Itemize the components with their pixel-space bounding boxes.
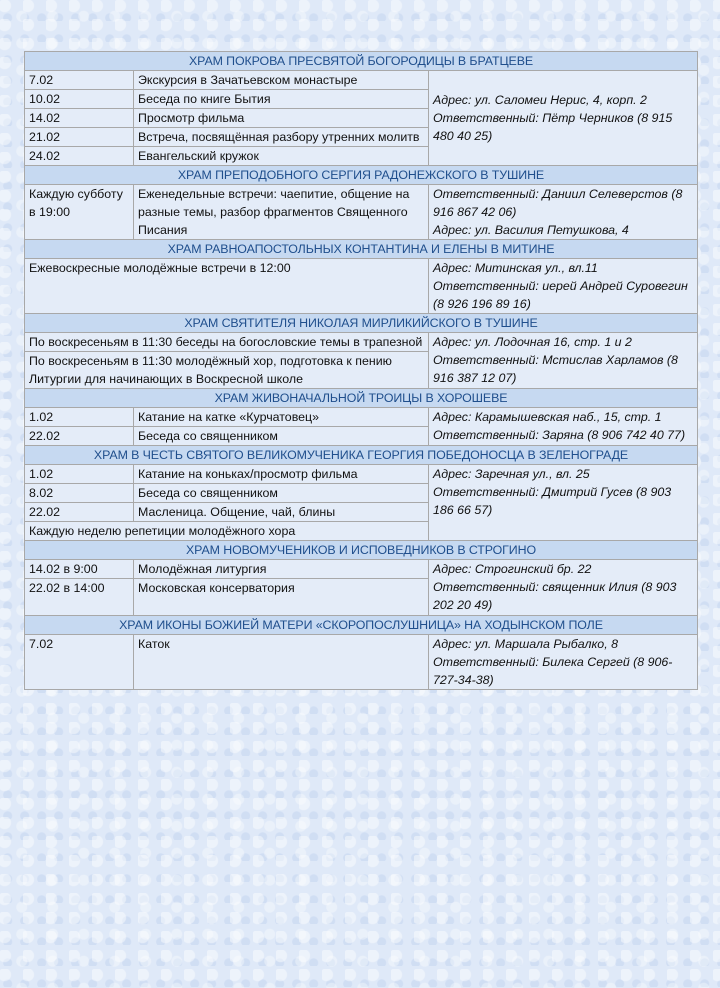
event-date: 10.02 — [25, 90, 134, 109]
section-title: ХРАМ ПОКРОВА ПРЕСВЯТОЙ БОГОРОДИЦЫ В БРАТЦЕВЕ — [25, 52, 698, 71]
section-title: ХРАМ НОВОМУЧЕНИКОВ И ИСПОВЕДНИКОВ В СТРОГИНО — [25, 541, 698, 560]
schedule-table — [24, 51, 698, 690]
contact-info — [429, 560, 698, 616]
section-header-row — [25, 314, 698, 333]
responsible-text: Ответственный: Пётр Черников (8 915 480 40 25) — [433, 111, 673, 143]
event-description: Катание на катке «Курчатовец» — [134, 408, 429, 427]
contact-info — [429, 71, 698, 166]
section-title: ХРАМ СВЯТИТЕЛЯ НИКОЛАЯ МИРЛИКИЙСКОГО В ТУШИНЕ — [25, 314, 698, 333]
event-description: Беседа со священником — [134, 427, 429, 446]
event-date: 7.02 — [25, 71, 134, 90]
table-row — [25, 259, 698, 314]
section-title: ХРАМ ПРЕПОДОБНОГО СЕРГИЯ РАДОНЕЖСКОГО В ТУШИНЕ — [25, 166, 698, 185]
event-description: По воскресеньям в 11:30 молодёжный хор, подготовка к пению Литургии для начинающих в Воскресной школе — [25, 352, 429, 389]
event-date: 7.02 — [25, 635, 134, 690]
event-date: 14.02 — [25, 109, 134, 128]
contact-info — [429, 333, 698, 389]
address-text: Адрес: ул. Василия Петушкова, 4 — [433, 223, 629, 237]
event-date: 24.02 — [25, 147, 134, 166]
event-description: Катание на коньках/просмотр фильма — [134, 465, 429, 484]
event-date: 1.02 — [25, 465, 134, 484]
responsible-text: Ответственный: Билека Сергей (8 906-727-34-38) — [433, 655, 673, 687]
responsible-text: Ответственный: священник Илия (8 903 202 20 49) — [433, 580, 677, 612]
table-row — [25, 185, 698, 240]
event-date: 22.02 — [25, 503, 134, 522]
schedule-document — [24, 51, 697, 690]
event-description: Беседа со священником — [134, 484, 429, 503]
responsible-text: Ответственный: Даниил Селеверстов (8 916 867 42 06) — [433, 187, 683, 219]
event-description: Беседа по книге Бытия — [134, 90, 429, 109]
event-date: 14.02 в 9:00 — [25, 560, 134, 579]
responsible-text: Ответственный: иерей Андрей Суровегин (8 926 196 89 16) — [433, 279, 688, 311]
event-description: Евангельский кружок — [134, 147, 429, 166]
responsible-text: Ответственный: Заряна (8 906 742 40 77) — [433, 428, 686, 442]
event-date: Каждую субботу в 19:00 — [25, 185, 134, 240]
event-description: Еженедельные встречи: чаепитие, общение на разные темы, разбор фрагментов Священного Писания — [134, 185, 429, 240]
address-text: Адрес: Заречная ул., вл. 25 — [433, 467, 590, 481]
section-title: ХРАМ ИКОНЫ БОЖИЕЙ МАТЕРИ «СКОРОПОСЛУШНИЦА» НА ХОДЫНСКОМ ПОЛЕ — [25, 616, 698, 635]
event-date: 22.02 в 14:00 — [25, 579, 134, 616]
event-date: 8.02 — [25, 484, 134, 503]
address-text: Адрес: Митинская ул., вл.11 — [433, 261, 598, 275]
table-row — [25, 465, 698, 484]
address-text: Адрес: ул. Маршала Рыбалко, 8 — [433, 637, 618, 651]
contact-info — [429, 635, 698, 690]
section-title: ХРАМ ЖИВОНАЧАЛЬНОЙ ТРОИЦЫ В ХОРОШЕВЕ — [25, 389, 698, 408]
event-date: 1.02 — [25, 408, 134, 427]
contact-info — [429, 185, 698, 240]
event-description: Масленица. Общение, чай, блины — [134, 503, 429, 522]
event-date: 22.02 — [25, 427, 134, 446]
event-description: Молодёжная литургия — [134, 560, 429, 579]
address-text: Адрес: ул. Саломеи Нерис, 4, корп. 2 — [433, 93, 647, 107]
section-header-row — [25, 616, 698, 635]
event-description: Просмотр фильма — [134, 109, 429, 128]
table-row — [25, 560, 698, 579]
section-header-row — [25, 541, 698, 560]
contact-info — [429, 259, 698, 314]
event-description: По воскресеньям в 11:30 беседы на богословские темы в трапезной — [25, 333, 429, 352]
section-header-row — [25, 446, 698, 465]
section-title: ХРАМ В ЧЕСТЬ СВЯТОГО ВЕЛИКОМУЧЕНИКА ГЕОРГИЯ ПОБЕДОНОСЦА В ЗЕЛЕНОГРАДЕ — [25, 446, 698, 465]
responsible-text: Ответственный: Дмитрий Гусев (8 903 186 66 57) — [433, 485, 672, 517]
section-header-row — [25, 52, 698, 71]
contact-info — [429, 408, 698, 446]
table-row — [25, 408, 698, 427]
event-date: 21.02 — [25, 128, 134, 147]
event-description: Встреча, посвящённая разбору утренних молитв — [134, 128, 429, 147]
event-description: Экскурсия в Зачатьевском монастыре — [134, 71, 429, 90]
table-row — [25, 635, 698, 690]
table-row — [25, 71, 698, 90]
section-title: ХРАМ РАВНОАПОСТОЛЬНЫХ КОНТАНТИНА И ЕЛЕНЫ В МИТИНЕ — [25, 240, 698, 259]
address-text: Адрес: Строгинский бр. 22 — [433, 562, 592, 576]
table-row — [25, 333, 698, 352]
responsible-text: Ответственный: Мстислав Харламов (8 916 387 12 07) — [433, 353, 678, 385]
section-header-row — [25, 389, 698, 408]
section-header-row — [25, 240, 698, 259]
address-text: Адрес: ул. Лодочная 16, стр. 1 и 2 — [433, 335, 632, 349]
event-description: Каток — [134, 635, 429, 690]
address-text: Адрес: Карамышевская наб., 15, стр. 1 — [433, 410, 662, 424]
event-description: Каждую неделю репетиции молодёжного хора — [25, 522, 429, 541]
event-description: Московская консерватория — [134, 579, 429, 616]
contact-info — [429, 465, 698, 541]
section-header-row — [25, 166, 698, 185]
event-description: Ежевоскресные молодёжные встречи в 12:00 — [25, 259, 429, 314]
